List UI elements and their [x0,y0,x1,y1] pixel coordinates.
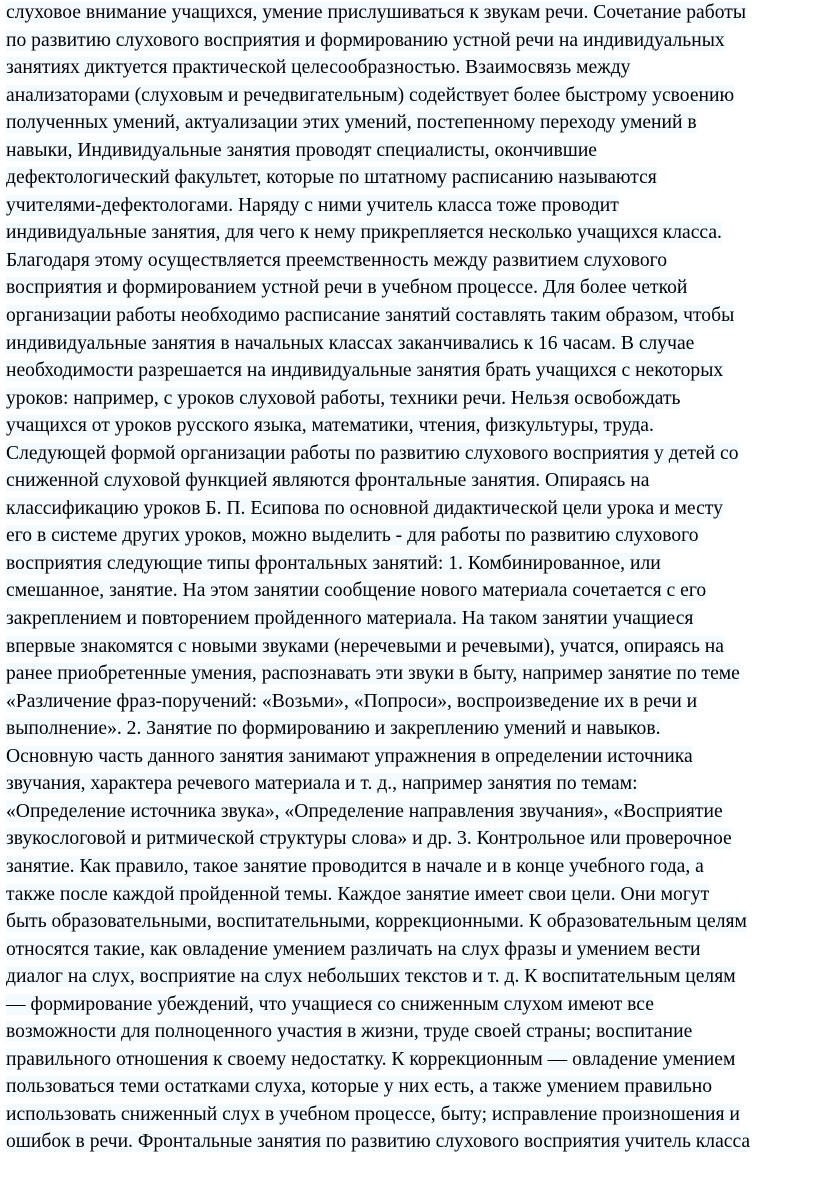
text-line [6,936,814,964]
text-line-content: его в системе других уроков, можно выделить - для работы по развитию слухового [6,525,699,547]
text-line [6,1128,814,1156]
text-line-content: необходимости разрешается на индивидуальные занятия брать учащихся с некоторых [6,360,724,382]
text-line [6,0,814,27]
text-line [6,605,814,633]
text-line [6,991,814,1019]
text-line [6,688,814,716]
text-line-content: навыки, Индивидуальные занятия проводят специалисты, окончившие [6,139,597,161]
text-line-content: — формирование убеждений, что учащиеся со сниженным слухом имеют все [6,993,654,1015]
text-line [6,1073,814,1101]
text-line [6,164,814,192]
text-line-content: полученных умений, актуализации этих умений, постепенному переходу умений в [6,112,697,134]
text-line-content: классификацию уроков Б. П. Есипова по основной дидактической цели урока и месту [6,497,723,519]
text-line [6,467,814,495]
document-text [6,0,814,1156]
text-line-content: закреплением и повторением пройденного материала. На таком занятии учащиеся [6,608,694,630]
text-line [6,577,814,605]
text-line-content: учащихся от уроков русского языка, математики, чтения, физкультуры, труда. [6,415,654,437]
text-line-content: дефектологический факультет, которые по штатному расписанию называются [6,167,657,189]
text-line [6,247,814,275]
text-line [6,192,814,220]
text-line-content: учителями-дефектологами. Наряду с ними учитель класса тоже проводит [6,194,619,216]
text-line-content: также после каждой пройденной темы. Каждое занятие имеет свои цели. Они могут [6,883,710,905]
text-line-content: занятиях диктуется практической целесообразностью. Взаимосвязь между [6,57,631,79]
text-line [6,330,814,358]
text-line-content: пользоваться теми остатками слуха, которые у них есть, а также умением правильно [6,1076,713,1098]
text-line [6,137,814,165]
text-line-content: диалог на слух, восприятие на слух небольших текстов и т. д. К воспитательным целям [6,966,736,988]
text-line [6,1018,814,1046]
text-line-content: выполнение». 2. Занятие по формированию и закреплению умений и навыков. [6,718,661,740]
text-line-content: ранее приобретенные умения, распознавать эти звуки в быту, например занятие по теме [6,663,740,685]
text-line [6,357,814,385]
text-line [6,27,814,55]
text-line-content: организации работы необходимо расписание занятий составлять таким образом, чтобы [6,305,735,327]
text-line [6,109,814,137]
text-line-content: анализаторами (слуховым и речедвигательным) содействует более быстрому усвоению [6,84,735,106]
text-line-content: возможности для полноценного участия в жизни, труде своей страны; воспитание [6,1021,693,1043]
text-line-content: Благодаря этому осуществляется преемственность между развитием слухового [6,249,668,271]
text-line [6,1046,814,1074]
text-line [6,798,814,826]
text-line [6,660,814,688]
text-line [6,440,814,468]
text-line-content: восприятия и формированием устной речи в учебном процессе. Для более четкой [6,277,688,299]
text-line-content: смешанное, занятие. На этом занятии сообщение нового материала сочетается с его [6,580,707,602]
text-line-content: быть образовательными, воспитательными, коррекционными. К образовательным целям [6,911,747,933]
text-line-content: по развитию слухового восприятия и формированию устной речи на индивидуальных [6,29,725,51]
text-line [6,495,814,523]
text-line [6,963,814,991]
text-line-content: впервые знакомятся с новыми звуками (неречевыми и речевыми), учатся, опираясь на [6,635,724,657]
text-line-content: звучания, характера речевого материала и т. д., например занятия по темам: [6,773,638,795]
text-line [6,522,814,550]
text-line [6,82,814,110]
text-line-content: «Различение фраз-поручений: «Возьми», «Попроси», воспроизведение их в речи и [6,690,698,712]
text-line-content: ошибок в речи. Фронтальные занятия по развитию слухового восприятия учитель класса [6,1131,751,1153]
text-line-content: Основную часть данного занятия занимают упражнения в определении источника [6,745,693,767]
text-line-content: звукослоговой и ритмической структуры слова» и др. 3. Контрольное или проверочное [6,828,732,850]
text-line [6,1101,814,1129]
text-line-content: правильного отношения к своему недостатку. К коррекционным — овладение умением [6,1048,736,1070]
text-line [6,633,814,661]
text-line-content: Следующей формой организации работы по развитию слухового восприятия у детей со [6,442,739,464]
text-line-content: индивидуальные занятия, для чего к нему прикрепляется несколько учащихся класса. [6,222,722,244]
text-line [6,825,814,853]
text-line [6,412,814,440]
text-line [6,274,814,302]
text-line-content: индивидуальные занятия в начальных классах заканчивались к 16 часам. В случае [6,332,695,354]
text-line [6,385,814,413]
text-line [6,853,814,881]
text-line-content: слуховое внимание учащихся, умение прислушиваться к звукам речи. Сочетание работы [6,2,746,23]
text-line [6,881,814,909]
text-line-content: «Определение источника звука», «Определение направления звучания», «Восприятие [6,800,723,822]
text-line [6,908,814,936]
text-line-content: использовать сниженный слух в учебном процессе, быту; исправление произношения и [6,1103,740,1125]
text-line [6,302,814,330]
text-line [6,715,814,743]
text-line-content: уроков: например, с уроков слуховой работы, техники речи. Нельзя освобождать [6,387,681,409]
text-line [6,743,814,771]
text-line [6,550,814,578]
text-line [6,770,814,798]
text-line-content: восприятия следующие типы фронтальных занятий: 1. Комбинированное, или [6,552,661,574]
text-line-content: занятие. Как правило, такое занятие проводится в начале и в конце учебного года, а [6,855,704,877]
text-line-content: относятся такие, как овладение умением различать на слух фразы и умением вести [6,938,701,960]
text-line-content: сниженной слуховой функцией являются фронтальные занятия. Опираясь на [6,470,650,492]
text-line [6,219,814,247]
text-line [6,54,814,82]
